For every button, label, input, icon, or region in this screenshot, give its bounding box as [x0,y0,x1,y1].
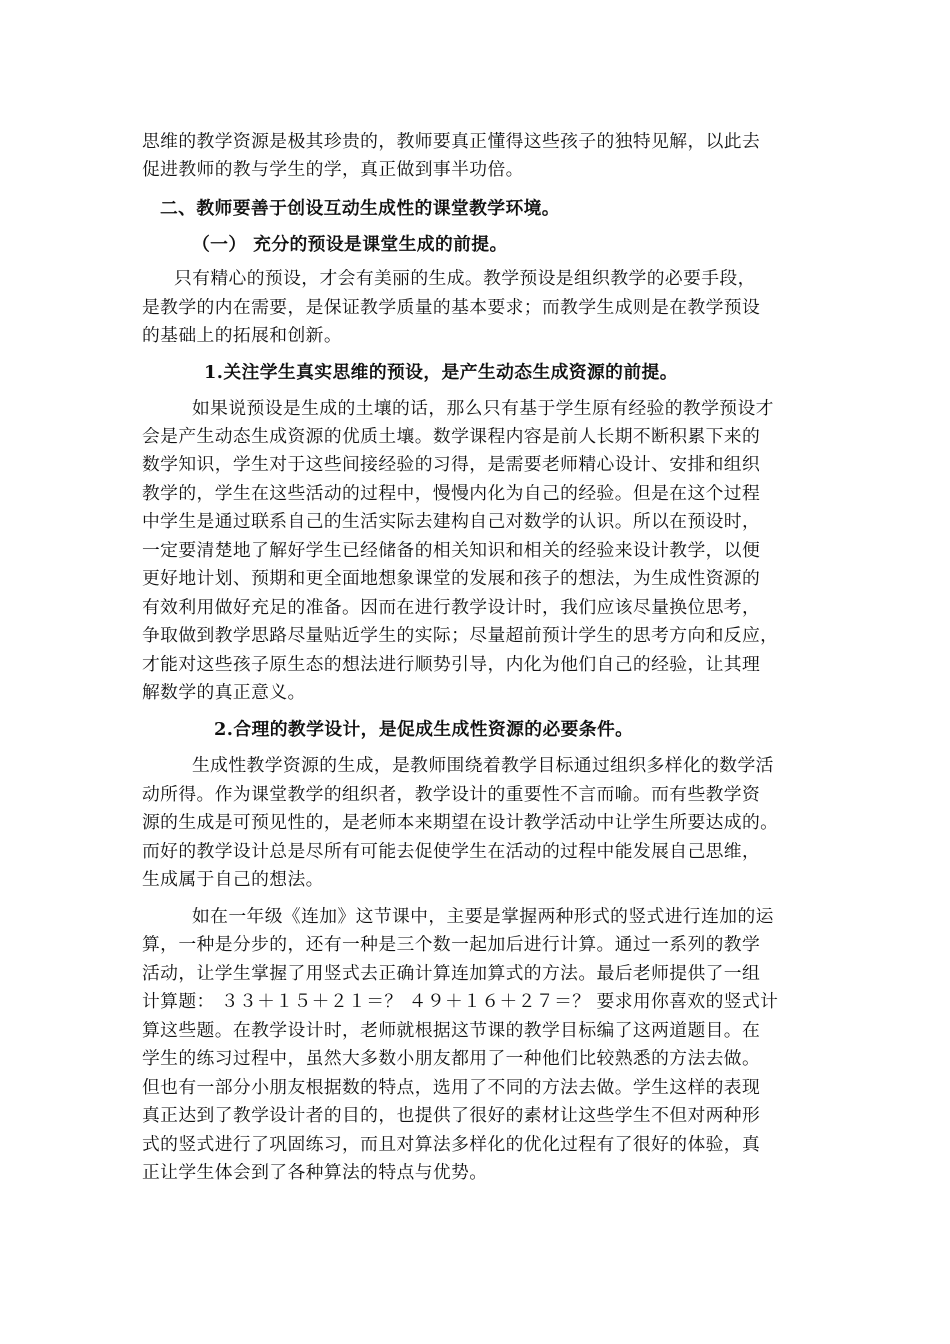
body-text-line: 算，一种是分步的，还有一种是三个数一起加后进行计算。通过一系列的教学 [142,934,761,955]
body-text-line: 正让学生体会到了各种算法的特点与优势。 [142,1162,488,1183]
body-text-line: 争取做到教学思路尽量贴近学生的实际；尽量超前预计学生的思考方向和反应， [142,625,779,646]
body-text-line: 动所得。作为课堂教学的组织者，教学设计的重要性不言而喻。而有些教学资 [142,784,761,805]
paragraph-first-line: 只有精心的预设，才会有美丽的生成。教学预设是组织教学的必要手段， [174,268,756,289]
paragraph-first-line: 如在一年级《连加》这节课中，主要是掌握两种形式的竖式进行连加的运 [192,906,774,927]
body-text-line: 教学的，学生在这些活动的过程中，慢慢内化为自己的经验。但是在这个过程 [142,483,761,504]
body-text-line: 活动，让学生掌握了用竖式去正确计算连加算式的方法。最后老师提供了一组 [142,963,761,984]
body-text-line: 学生的练习过程中，虽然大多数小朋友都用了一种他们比较熟悉的方法去做。 [142,1048,761,1069]
body-text-line: 一定要清楚地了解好学生已经储备的相关知识和相关的经验来设计教学，以便 [142,540,761,561]
body-text-line: 思维的教学资源是极其珍贵的，教师要真正懂得这些孩子的独特见解，以此去 [142,131,761,152]
body-text-line: 中学生是通过联系自己的生活实际去建构自己对数学的认识。所以在预设时， [142,511,761,532]
body-text-line: 真正达到了教学设计者的目的，也提供了很好的素材让这些学生不但对两种形 [142,1105,761,1126]
body-text-line: 的基础上的拓展和创新。 [142,325,342,346]
body-text-line: 源的生成是可预见性的，是老师本来期望在设计教学活动中让学生所要达成的。 [142,812,779,833]
body-text-line: 是教学的内在需要，是保证教学质量的基本要求；而教学生成则是在教学预设 [142,297,761,318]
paragraph-first-line: 如果说预设是生成的土壤的话，那么只有基于学生原有经验的教学预设才 [192,398,774,419]
body-text-line: 但也有一部分小朋友根据数的特点，选用了不同的方法去做。学生这样的表现 [142,1077,761,1098]
body-text-line: 解数学的真正意义。 [142,682,306,703]
section-heading: 二、教师要善于创设互动生成性的课堂教学环境。 [160,198,560,219]
body-text-line: 而好的教学设计总是尽所有可能去促使学生在活动的过程中能发展自己思维， [142,841,761,862]
body-text-line: 才能对这些孩子原生态的想法进行顺势引导，内化为他们自己的经验，让其理 [142,654,761,675]
body-text-line: 式的竖式进行了巩固练习，而且对算法多样化的优化过程有了很好的体验，真 [142,1134,761,1155]
body-text-line: 生成属于自己的想法。 [142,869,324,890]
point-heading: 2.合理的教学设计，是促成生成性资源的必要条件。 [214,719,634,740]
paragraph-first-line: 生成性教学资源的生成，是教师围绕着教学目标通过组织多样化的数学活 [192,755,774,776]
body-text-line: 算这些题。在教学设计时，老师就根据这节课的教学目标编了这两道题目。在 [142,1020,761,1041]
body-text-line: 会是产生动态生成资源的优质土壤。数学课程内容是前人长期不断积累下来的 [142,426,761,447]
body-text-line: 计算题： ３３＋１５＋２１＝？ ４９＋１６＋２７＝？ 要求用你喜欢的竖式计 [142,991,779,1012]
body-text-line: 数学知识，学生对于这些间接经验的习得，是需要老师精心设计、安排和组织 [142,454,761,475]
point-heading: 1.关注学生真实思维的预设，是产生动态生成资源的前提。 [204,362,678,383]
body-text-line: 有效利用做好充足的准备。因而在进行教学设计时，我们应该尽量换位思考， [142,597,761,618]
body-text-line: 更好地计划、预期和更全面地想象课堂的发展和孩子的想法，为生成性资源的 [142,568,761,589]
subsection-heading: （一） 充分的预设是课堂生成的前提。 [192,234,508,255]
body-text-line: 促进教师的教与学生的学，真正做到事半功倍。 [142,159,524,180]
